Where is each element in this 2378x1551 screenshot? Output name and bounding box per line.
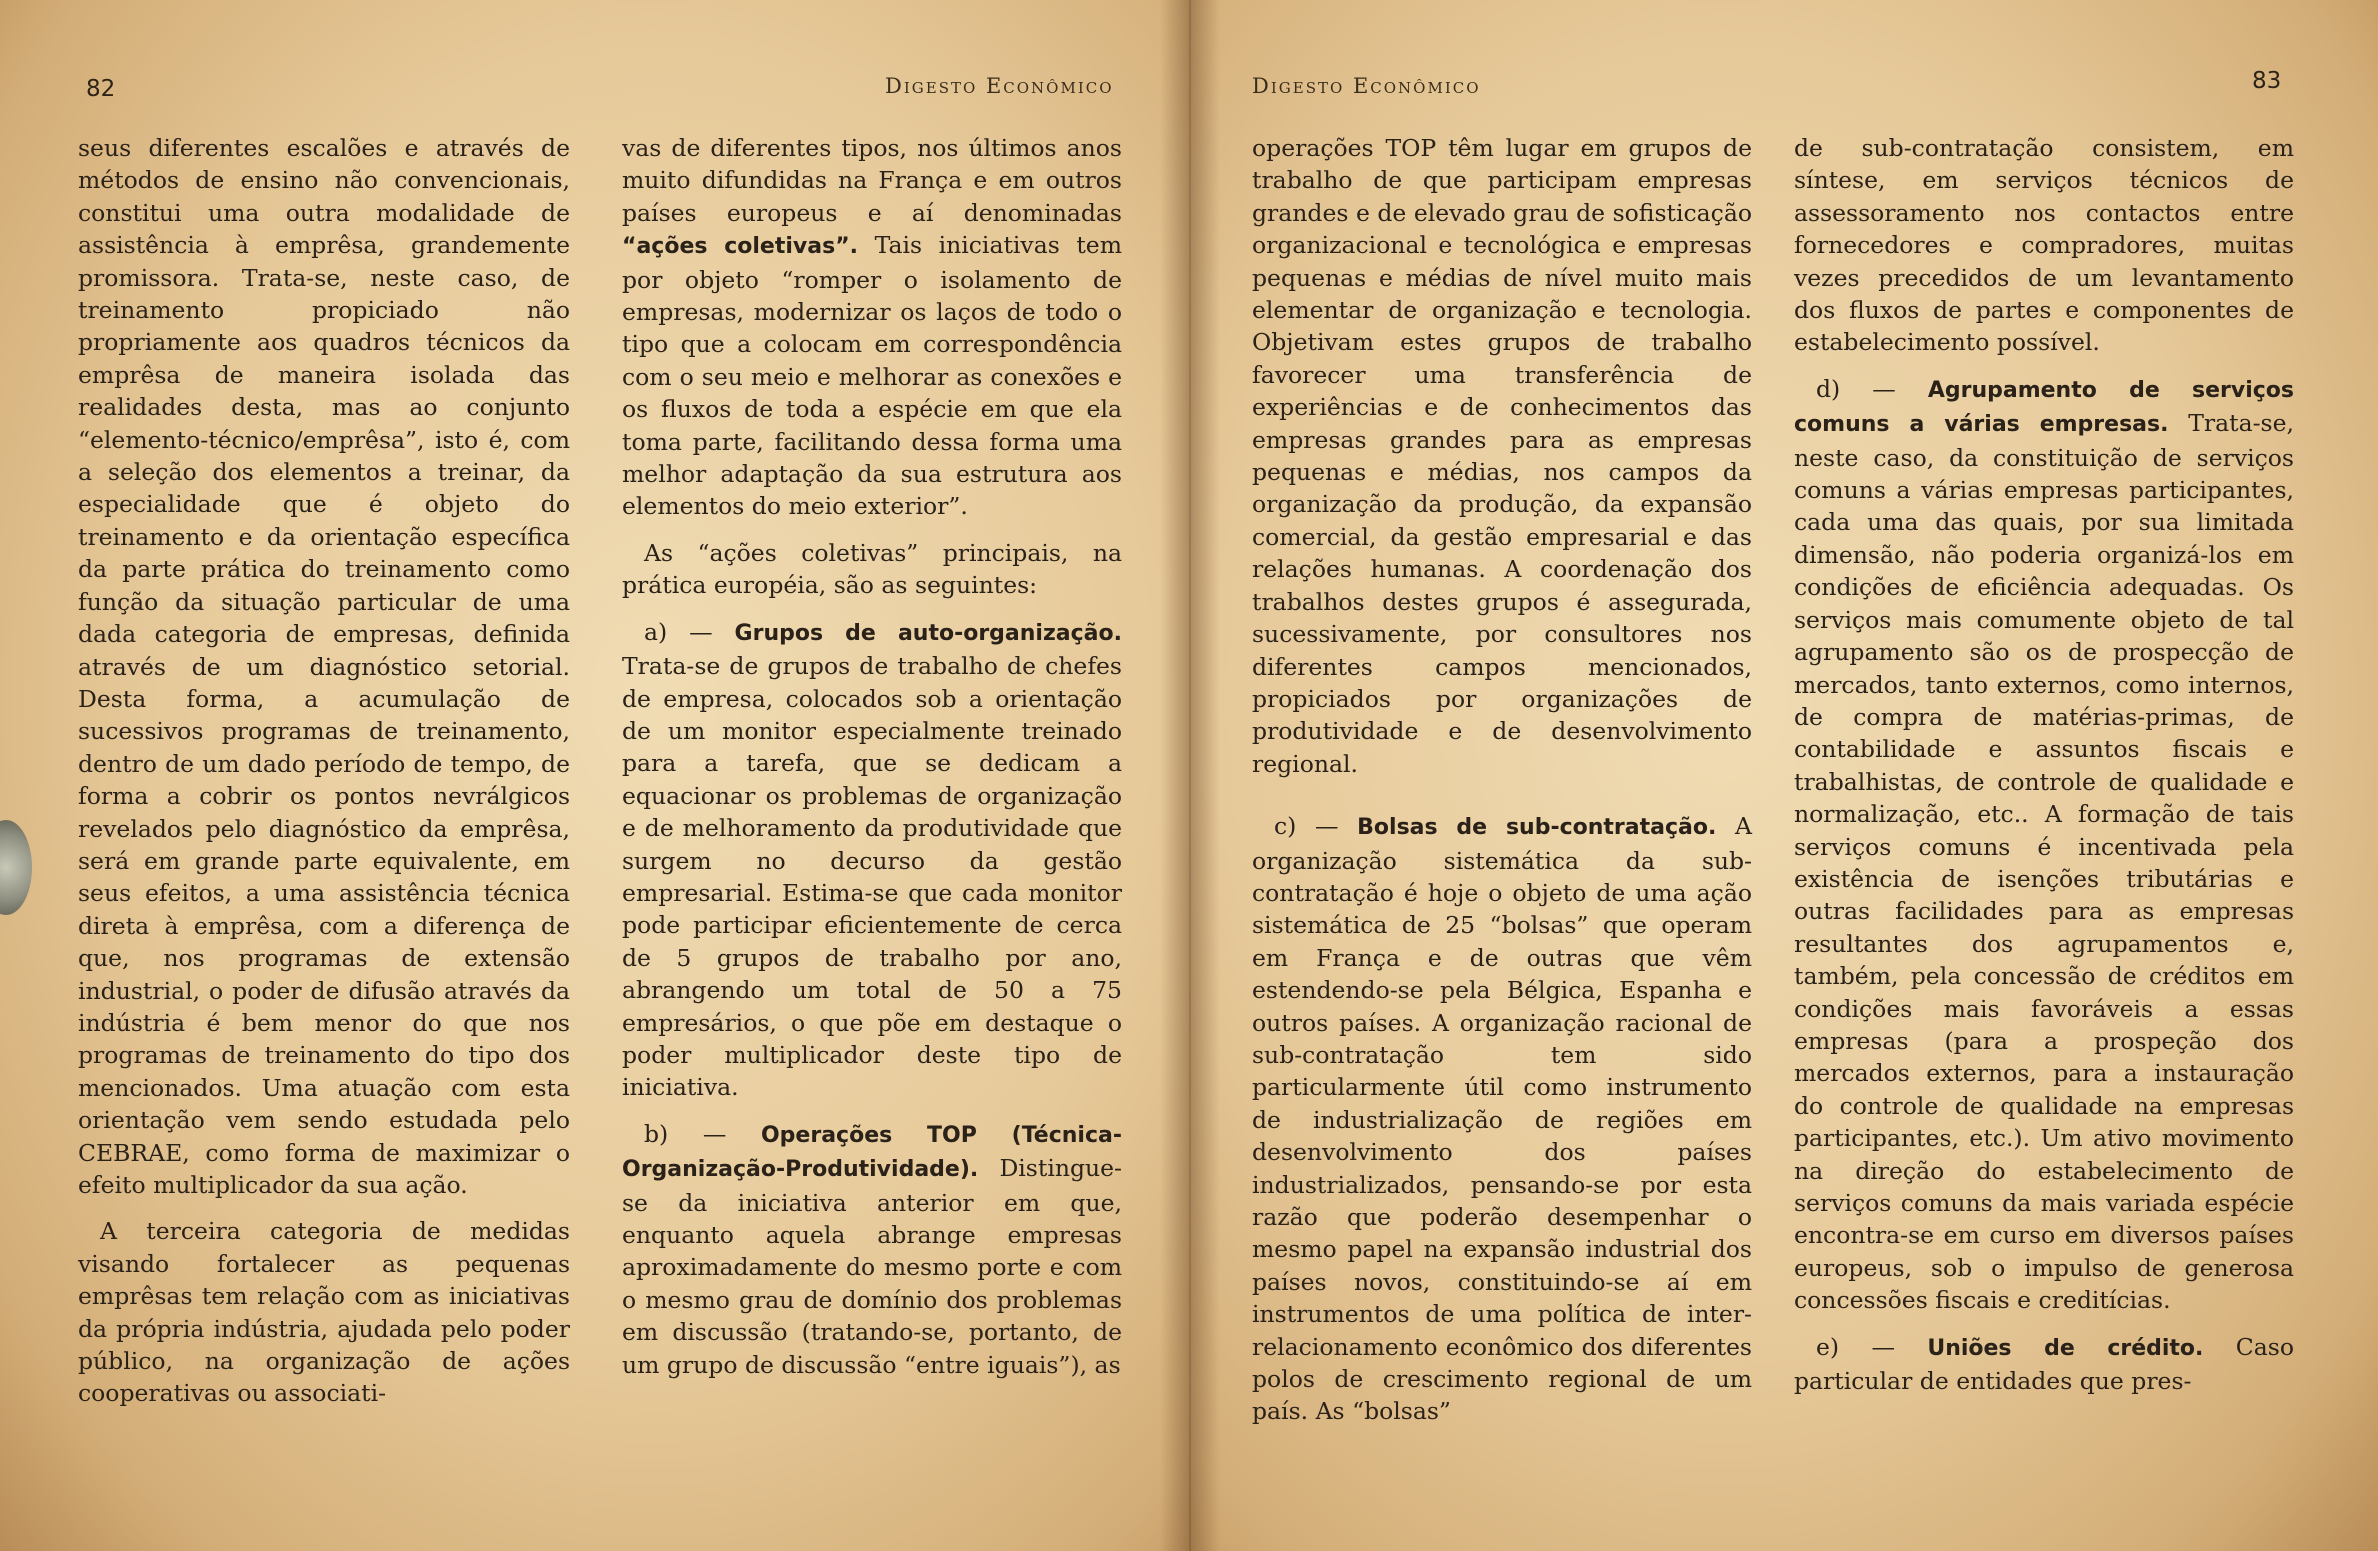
section-d [1794, 373, 2294, 1317]
paragraph [622, 132, 1122, 523]
text: Trata-se de grupos de trabalho de chefes de empresa, colocados sob a orientação de um monitor especialmente treinado para a tarefa, que se dedicam a equacionar os problemas de organização e de melhoramento da produtividade que surgem no decurso da gestão empresarial. Estima-se que cada monitor pode participar eficientemente de cerca de 5 grupos de trabalho por ano, abrangendo um total de 50 a 75 empresários, o que põe em destaque o poder multiplicador deste tipo de iniciativa. [622, 652, 1122, 1102]
section-heading: Grupos de auto-organização. [734, 620, 1122, 646]
section-heading: Agrupamento de serviços comuns a várias empresas. [1794, 377, 2294, 438]
section-c [1252, 810, 1752, 1428]
paragraph: operações TOP têm lugar em grupos de trabalho de que participam empresas grandes e de elevado grau de sofisticação organizacional e tecnológica e empresas pequenas e médias de nível muito mais elementar de organização e tecnologia. Objetivam estes grupos de trabalho favorecer uma transferência de experiências e de conhecimentos das empresas grandes para as empresas pequenas e médias, nos campos da organização da produção, da expansão comercial, da gestão empresarial e das relações humanas. A coordenação dos trabalhos destes grupos é assegurada, sucessivamente, por consultores nos diferentes campos mencionados, propiciados por organizações de produtividade e de desenvolvimento regional. [1252, 134, 1752, 778]
text: Distingue-se da iniciativa anterior em que, enquanto aquela abrange empresas aproximadamente do mesmo porte e com o mesmo grau de domínio dos problemas em discussão (tratando-se, portanto, de um grupo de discussão “entre iguais”), as [622, 1154, 1122, 1379]
left-page-column-2 [622, 132, 1122, 1381]
item-label: a) — [644, 617, 713, 646]
running-head: Digesto Econômico [1252, 74, 1481, 98]
paragraph: A terceira categoria de medidas visando fortalecer as pequenas emprêsas tem relação com as iniciativas da própria indústria, ajudada pelo poder público, na organização de ações cooperativas ou associati- [78, 1217, 570, 1408]
binder-ring [0, 820, 32, 915]
section-e [1794, 1331, 2294, 1398]
section-heading: Bolsas de sub-contratação. [1357, 815, 1717, 841]
paragraph: seus diferentes escalões e através de métodos de ensino não convencionais, constitui uma outra modalidade de assistência à emprêsa, grandemente promissora. Trata-se, neste caso, de treinamento propiciado não propriamente aos quadros técnicos da emprêsa de maneira isolada das realidades desta, mas ao conjunto “elemento-técnico/emprêsa”, isto é, com a seleção dos elementos a treinar, da especialidade que é objeto do treinamento e da orientação específica da parte prática do treinamento como função da situação particular de uma dada categoria de empresas, definida através de um diagnóstico setorial. Desta forma, a acumulação de sucessivos programas de treinamento, dentro de um dado período de tempo, de forma a cobrir os pontos nevrálgicos revelados pelo diagnóstico da emprêsa, será em grande parte equivalente, em seus efeitos, a uma assistência técnica direta à emprêsa, com a diferença de que, nos programas de extensão industrial, o poder de difusão através da indústria é bem menor do que nos programas de treinamento do tipo dos mencionados. Uma atuação com esta orientação vem sendo estudada pelo CEBRAE, como forma de maximizar o efeito multiplicador da sua ação. [78, 134, 570, 1199]
item-label: e) — [1816, 1332, 1895, 1361]
section-heading: Uniões de crédito. [1927, 1335, 2204, 1361]
section-a [622, 616, 1122, 1104]
item-label: c) — [1274, 812, 1339, 841]
text: A organização sistemática da sub-contratação é hoje o objeto de uma ação sistemática de 25 “bolsas” que operam em França e de outras que vêm estendendo-se pela Bélgica, Espanha e outros países. A organização racional de sub-contratação tem sido particularmente útil como instrumento de industrialização de regiões em desenvolvimento dos países industrializados, pensando-se por esta razão que poderão desempenhar o mesmo papel na expansão industrial dos países novos, constituindo-se aí em instrumentos de uma política de inter-relacionamento econômico dos diferentes polos de crescimento regional de um país. As “bolsas” [1252, 812, 1752, 1426]
page-number: 83 [2252, 68, 2282, 94]
section-heading: Operações TOP (Técnica-Organização-Produtividade). [622, 1122, 1122, 1183]
text: Trata-se, neste caso, da constituição de serviços comuns a várias empresas participantes, cada uma das quais, por sua limitada dimensão, não poderia organizá-los em condições de eficiência adequadas. Os serviços mais comumente objeto de tal agrupamento são os de prospecção de mercados, tanto externos, como internos, de compra de matérias-primas, de contabilidade e assuntos fiscais e trabalhistas, de controle de qualidade e normalização, etc.. A formação de tais serviços comuns é incentivada pela existência de isenções tributárias e outras facilidades para as empresas resultantes dos agrupamentos e, também, pela concessão de créditos em condições mais favoráveis a essas empresas (para a prospeção dos mercados externos, para a instauração do controle de qualidade na empresas participantes, etc.). Um ativo movimento na direção do estabelecimento de serviços comuns da mais variada espécie encontra-se em curso em diversos países europeus, sob o impulso de generosa concessões fiscais e creditícias. [1794, 409, 2294, 1315]
right-page-column-2 [1794, 132, 2294, 1397]
item-label: b) — [644, 1119, 727, 1148]
paragraph: de sub-contratação consistem, em síntese, em serviços técnicos de assessoramento nos contactos entre fornecedores e compradores, muitas vezes precedidos de um levantamento dos fluxos de partes e componentes de estabelecimento possível. [1794, 134, 2294, 357]
book-gutter [1160, 0, 1220, 1551]
item-label: d) — [1816, 374, 1896, 403]
text: Tais iniciativas tem por objeto “romper o isolamento de empresas, modernizar os laços de todo o tipo que a colocam em correspondência com o seu meio e melhorar as conexões e os fluxos de toda a espécie em que ela toma parte, facilitando dessa forma uma melhor adaptação da sua estrutura aos elementos do meio exterior”. [622, 231, 1122, 521]
section-b [622, 1118, 1122, 1381]
text: vas de diferentes tipos, nos últimos anos muito difundidas na França e em outros países europeus e aí denominadas [622, 134, 1122, 227]
text: Caso particular de entidades que pres- [1794, 1332, 2294, 1396]
running-head: Digesto Econômico [885, 74, 1114, 98]
right-page [1190, 0, 2378, 1551]
paragraph: As “ações coletivas” principais, na prática européia, são as seguintes: [622, 538, 1122, 600]
bold-term: “ações coletivas”. [622, 234, 859, 260]
left-page-column-1 [78, 132, 570, 1410]
right-page-column-1 [1252, 132, 1752, 1428]
page-number: 82 [86, 76, 116, 102]
